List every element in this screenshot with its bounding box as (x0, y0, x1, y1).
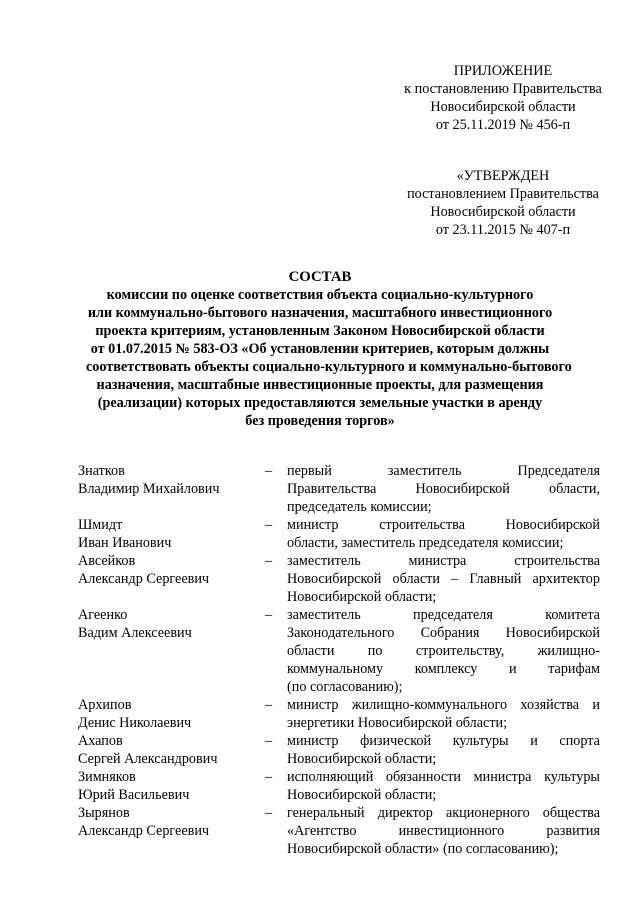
member-surname: Шмидт (78, 517, 123, 533)
member-row (78, 462, 600, 516)
heading-line: проекта критериям, установленным Законом Новосибирской области (95, 323, 545, 339)
member-dash: – (265, 517, 273, 533)
member-given-name: Вадим Алексеевич (78, 625, 192, 641)
member-role-line: (по согласованию); (287, 679, 403, 695)
heading-line: комиссии по оценке соответствия объекта социально-культурного (106, 287, 534, 303)
role-word: инвестиционного (398, 823, 505, 839)
member-role (287, 606, 600, 696)
member-surname: Архипов (78, 697, 132, 713)
member-role (287, 768, 600, 804)
member-role-line (287, 552, 600, 570)
members-list (78, 462, 600, 858)
role-word: директор (377, 805, 433, 821)
member-role-line (287, 480, 600, 498)
role-word: культуры (452, 733, 509, 749)
member-row (78, 606, 600, 696)
member-name (78, 732, 265, 768)
role-word: «Агентство (287, 823, 357, 839)
member-role (287, 732, 600, 768)
member-given-name: Александр Сергеевич (78, 571, 210, 587)
role-word: и (592, 697, 600, 713)
role-word: развития (546, 823, 600, 839)
appendix-title: ПРИЛОЖЕНИЕ (453, 63, 553, 79)
member-dash: – (265, 697, 273, 713)
member-dash: – (265, 805, 273, 821)
member-name (78, 552, 265, 606)
appendix-block (390, 62, 616, 134)
role-word: тарифам (548, 661, 600, 677)
member-role-line (287, 768, 600, 786)
role-word: Новосибирской (287, 571, 382, 587)
member-surname: Авсейков (78, 553, 136, 569)
role-word: Новосибирской (505, 625, 600, 641)
role-word: Собрания (420, 625, 480, 641)
member-given-name: Юрий Васильевич (78, 787, 190, 803)
role-word: заместитель (287, 553, 361, 569)
member-dash: – (265, 769, 273, 785)
approved-block (390, 167, 616, 239)
role-word: культуры (544, 769, 600, 785)
role-word: комплексу (414, 661, 478, 677)
member-role-line: Новосибирской области; (287, 751, 437, 767)
member-role (287, 804, 600, 858)
member-role (287, 552, 600, 606)
member-role-line: энергетики Новосибирской области; (287, 715, 508, 731)
member-role-line (287, 570, 600, 588)
role-word: общества (542, 805, 600, 821)
member-name (78, 804, 265, 858)
role-word: обязанности (385, 769, 462, 785)
member-surname: Ахапов (78, 733, 123, 749)
role-word: первый (287, 463, 332, 479)
member-surname: Агеенко (78, 607, 128, 623)
role-word: Новосибирской (415, 481, 510, 497)
role-word: области (287, 643, 335, 659)
member-name (78, 768, 265, 804)
appendix-line: Новосибирской области (430, 99, 576, 115)
heading-line: без проведения торгов» (245, 413, 395, 429)
member-surname: Зимняков (78, 769, 136, 785)
member-role-line: Новосибирской области; (287, 589, 437, 605)
member-role-line (287, 462, 600, 480)
member-row (78, 516, 600, 552)
role-word: физической (360, 733, 432, 749)
member-given-name: Александр Сергеевич (78, 823, 210, 839)
role-word: Правительства (287, 481, 377, 497)
member-given-name: Сергей Александрович (78, 751, 218, 767)
approved-title: «УТВЕРЖДЕН (456, 168, 550, 184)
role-word: заместитель (287, 607, 361, 623)
role-word: области, (549, 481, 600, 497)
member-dash: – (265, 463, 273, 479)
role-word: хозяйства (520, 697, 580, 713)
member-role-line (287, 642, 600, 660)
member-role (287, 462, 600, 516)
role-word: исполняющий (287, 769, 374, 785)
appendix-date: от 25.11.2019 № 456-п (435, 117, 571, 133)
approved-line: постановлением Правительства (407, 186, 599, 202)
member-row (78, 804, 600, 858)
role-word: Законодательного (287, 625, 395, 641)
heading-line: или коммунально-бытового назначения, масштабного инвестиционного (87, 305, 553, 321)
member-dash: – (265, 733, 273, 749)
role-word: министр (287, 733, 339, 749)
role-word: комитета (545, 607, 600, 623)
member-role-line: области, заместитель председателя комиссии; (287, 535, 564, 551)
role-word: по (367, 643, 383, 659)
role-word: жилищно-коммунального (351, 697, 508, 713)
member-name (78, 606, 265, 696)
role-word: спорта (559, 733, 600, 749)
role-word: министра (408, 553, 467, 569)
role-word: заместитель (387, 463, 462, 479)
member-role-line: Новосибирской области; (287, 787, 437, 803)
role-word: архитектор (532, 571, 600, 587)
role-word: строительства (379, 517, 465, 533)
member-name (78, 696, 265, 732)
member-row (78, 552, 600, 606)
member-role-line: Новосибирской области» (по согласованию); (287, 841, 559, 857)
role-word: и (508, 661, 517, 677)
member-role (287, 516, 600, 552)
role-word: – (451, 571, 459, 587)
member-surname: Зырянов (78, 805, 130, 821)
role-word: и (530, 733, 538, 749)
role-word: строительства (514, 553, 600, 569)
role-word: коммунальному (287, 661, 384, 677)
heading-line: (реализации) которых предоставляются земельные участки в аренду (97, 395, 543, 411)
member-surname: Знатков (78, 463, 125, 479)
member-given-name: Владимир Михайлович (78, 481, 220, 497)
role-word: Главный (469, 571, 522, 587)
member-dash: – (265, 607, 273, 623)
member-given-name: Иван Иванович (78, 535, 172, 551)
member-name (78, 516, 265, 552)
role-word: министр (287, 697, 339, 713)
role-word: жилищно- (537, 643, 600, 659)
member-row (78, 768, 600, 804)
member-role-line (287, 516, 600, 534)
member-name (78, 462, 265, 516)
member-role-line (287, 804, 600, 822)
member-role-line (287, 696, 600, 714)
member-role-line (287, 606, 600, 624)
member-role (287, 696, 600, 732)
approved-date: от 23.11.2015 № 407-п (435, 222, 571, 238)
heading-line: соответствовать объекты социально-культурного и коммунально-бытового (86, 359, 572, 375)
role-word: акционерного (445, 805, 530, 821)
member-row (78, 696, 600, 732)
approved-line: Новосибирской области (430, 204, 576, 220)
appendix-line: к постановлению Правительства (404, 81, 602, 97)
member-role-line (287, 822, 600, 840)
member-role-line (287, 660, 600, 678)
role-word: министр (287, 517, 339, 533)
heading-title: СОСТАВ (288, 269, 352, 285)
role-word: строительству, (415, 643, 505, 659)
member-role-line (287, 624, 600, 642)
heading-line: от 01.07.2015 № 583-ОЗ «Об установлении критериев, которым должны (90, 341, 550, 357)
document-heading (86, 268, 572, 430)
role-word: генеральный (287, 805, 365, 821)
role-word: Председателя (517, 463, 600, 479)
member-row (78, 732, 600, 768)
heading-line: назначения, масштабные инвестиционные проекты, для размещения (96, 377, 544, 393)
role-word: Новосибирской (505, 517, 600, 533)
member-dash: – (265, 553, 273, 569)
member-role-line: председатель комиссии; (287, 499, 432, 515)
role-word: председателя (413, 607, 493, 623)
role-word: министра (473, 769, 532, 785)
role-word: области (392, 571, 440, 587)
member-given-name: Денис Николаевич (78, 715, 192, 731)
member-role-line (287, 732, 600, 750)
